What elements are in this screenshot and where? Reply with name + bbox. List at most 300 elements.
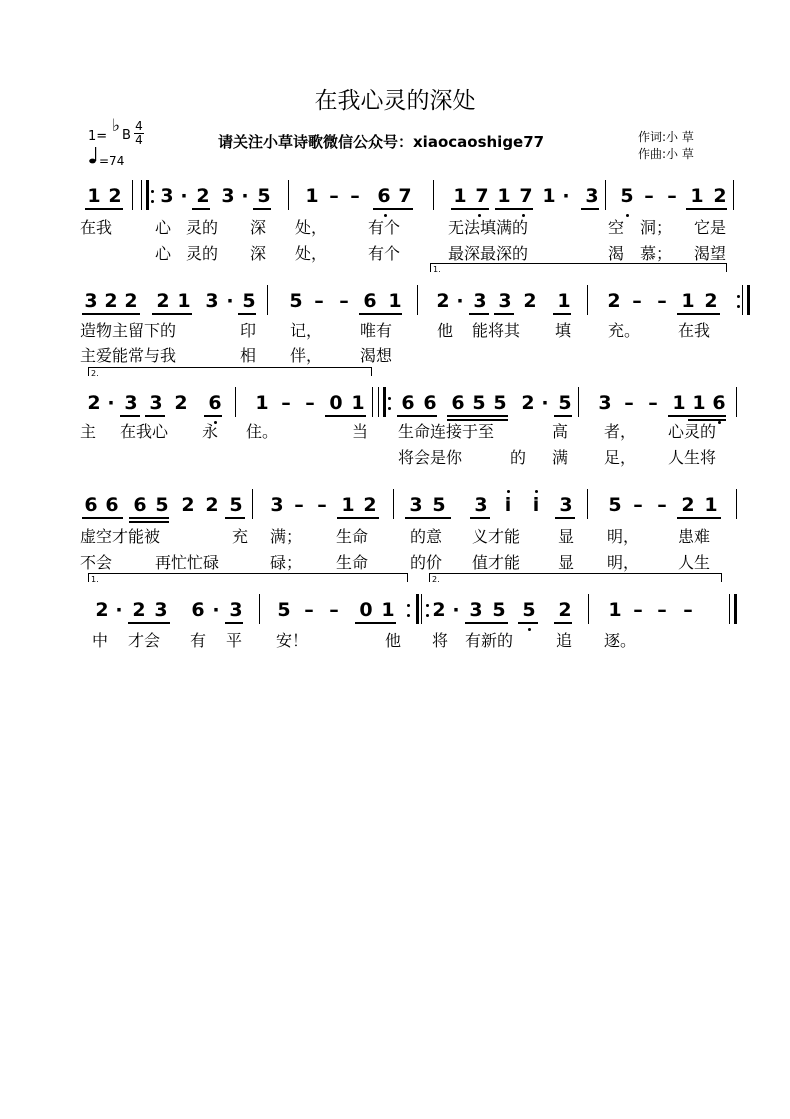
- note: 2: [124, 290, 138, 312]
- volta-bracket: [430, 263, 727, 272]
- beam-underline: [397, 415, 437, 417]
- lyric-word: 永: [202, 422, 219, 441]
- lyric-word: 虚空才能被: [80, 527, 161, 546]
- lyric-word: 显: [558, 553, 575, 572]
- lyric-word: 心: [155, 218, 172, 237]
- lyric-word: 生命连接于至: [398, 422, 495, 441]
- note: 5: [432, 494, 446, 516]
- note: –: [633, 494, 643, 516]
- beam-underline: [85, 208, 123, 210]
- note: 6: [377, 185, 391, 207]
- note: –: [632, 290, 642, 312]
- lyric-word: 深: [250, 218, 267, 237]
- volta-number: 2.: [91, 369, 99, 378]
- note: 3: [474, 494, 488, 516]
- lyric-line: [80, 419, 740, 441]
- note: 2: [432, 599, 446, 621]
- barline: [733, 180, 734, 210]
- note: 3: [498, 290, 512, 312]
- note: –: [624, 392, 634, 414]
- note: –: [314, 290, 324, 312]
- beam-underline: [82, 313, 140, 315]
- lyric-word: 深: [250, 244, 267, 263]
- barline: [421, 594, 422, 624]
- note: 1: [351, 392, 365, 414]
- lyric-word: 处，: [295, 218, 328, 237]
- note: 1: [388, 290, 402, 312]
- repeat-dot: [737, 305, 740, 308]
- note: 7: [475, 185, 489, 207]
- lyric-line: [80, 550, 740, 572]
- volta-bracket: [429, 573, 722, 582]
- beam-underline: [337, 517, 379, 519]
- barline: [141, 180, 142, 210]
- lyric-word: 当: [352, 422, 369, 441]
- note: 2: [87, 392, 101, 414]
- lyric-word: 的: [510, 448, 527, 467]
- lyric-line: [80, 445, 740, 467]
- lyric-word: 渴: [608, 244, 625, 263]
- note: 3: [205, 290, 219, 312]
- note: 3: [473, 290, 487, 312]
- lyric-word: 生命: [336, 527, 369, 546]
- barline: [235, 387, 236, 417]
- lyric-line: [80, 628, 740, 650]
- note: 2: [523, 290, 537, 312]
- lyric-word: 明，: [607, 553, 640, 572]
- beam-underline: [554, 622, 572, 624]
- lyric-word: 义才能: [472, 527, 521, 546]
- lyric-word: 能将其: [472, 321, 521, 340]
- note: 1: [453, 185, 467, 207]
- beam-underline: [373, 208, 413, 210]
- lyric-word: 生命: [336, 553, 369, 572]
- lyric-word: 住。: [246, 422, 279, 441]
- note: ·: [456, 290, 464, 312]
- note: 2: [174, 392, 188, 414]
- lyric-word: 相: [240, 346, 257, 365]
- note: 7: [398, 185, 412, 207]
- note: –: [657, 599, 667, 621]
- lyric-word: 处，: [295, 244, 328, 263]
- lyric-word: 追: [556, 631, 573, 650]
- music-line: [80, 369, 740, 417]
- octave-dot-above: [507, 490, 510, 493]
- lyric-word: 慕；: [640, 244, 673, 263]
- note: 5: [558, 392, 572, 414]
- beam-underline: [668, 415, 726, 417]
- barline: [433, 180, 434, 210]
- beam-underline: [359, 313, 402, 315]
- note: 2: [607, 290, 621, 312]
- beam-underline: [82, 517, 123, 519]
- barline: [417, 285, 418, 315]
- note: –: [350, 185, 360, 207]
- lyric-word: 平: [226, 631, 243, 650]
- barline: [267, 285, 268, 315]
- note: 3: [160, 185, 174, 207]
- note: –: [317, 494, 327, 516]
- lyric-word: 安！: [276, 631, 309, 650]
- note: 6: [84, 494, 98, 516]
- beam-underline: [518, 622, 538, 624]
- note: 5: [492, 599, 506, 621]
- beam-underline: [225, 622, 243, 624]
- lyric-word: 在我: [678, 321, 711, 340]
- lyric-line: [80, 524, 740, 546]
- note: 1: [704, 494, 718, 516]
- note: 6: [133, 494, 147, 516]
- repeat-dot: [388, 397, 391, 400]
- subtitle: 请关注小草诗歌微信公众号：xiaocaoshige77: [218, 133, 545, 151]
- note: 6: [712, 392, 726, 414]
- beam-underline: [325, 415, 366, 417]
- lyricist-credit: 作词:小 草: [638, 130, 694, 144]
- barline: [729, 594, 730, 624]
- lyric-word: 逐。: [604, 631, 637, 650]
- lyric-word: 渴想: [360, 346, 393, 365]
- note: 2: [713, 185, 727, 207]
- barline: [588, 594, 589, 624]
- note: 2: [205, 494, 219, 516]
- lyric-word: 他: [385, 631, 402, 650]
- repeat-dot: [407, 614, 410, 617]
- beam-underline: [192, 208, 210, 210]
- note: –: [281, 392, 291, 414]
- beam-underline: [677, 517, 721, 519]
- note: 5: [257, 185, 271, 207]
- note: –: [657, 290, 667, 312]
- note: 2: [436, 290, 450, 312]
- beam-underline: [152, 313, 192, 315]
- beam-underline: [451, 208, 489, 210]
- lyric-word: 洞；: [640, 218, 673, 237]
- volta-number: 2.: [432, 575, 440, 584]
- note: –: [294, 494, 304, 516]
- lyric-word: 患难: [678, 527, 711, 546]
- lyric-word: 最深最深的: [448, 244, 529, 263]
- lyric-word: 在我心: [120, 422, 169, 441]
- thick-barline: [734, 594, 737, 624]
- beam-underline: [554, 415, 572, 417]
- note: 1: [87, 185, 101, 207]
- note: 6: [363, 290, 377, 312]
- note: 3: [221, 185, 235, 207]
- repeat-dot: [426, 604, 429, 607]
- volta-bracket: [88, 367, 372, 376]
- note: 3: [559, 494, 573, 516]
- lyric-word: 高: [552, 422, 569, 441]
- note: 3: [84, 290, 98, 312]
- note: 6: [401, 392, 415, 414]
- note: 1: [672, 392, 686, 414]
- lyric-word: 灵的: [186, 244, 219, 263]
- lyric-word: 有个: [368, 218, 401, 237]
- lyric-word: 有个: [368, 244, 401, 263]
- beam-underline: [470, 517, 490, 519]
- lyric-word: 再忙忙碌: [155, 553, 220, 572]
- lyric-word: 填: [555, 321, 572, 340]
- beam-underline: [494, 313, 514, 315]
- lyric-word: 人生: [678, 553, 711, 572]
- beam-underline: [686, 208, 727, 210]
- beam-underline: [355, 622, 396, 624]
- lyric-word: 碌；: [270, 553, 303, 572]
- note: 2: [196, 185, 210, 207]
- note: 2: [108, 185, 122, 207]
- note: ·: [115, 599, 123, 621]
- note: i: [504, 494, 512, 516]
- barline: [605, 180, 606, 210]
- lyric-line: [80, 215, 740, 237]
- lyric-word: 才会: [128, 631, 161, 650]
- note: 3: [229, 599, 243, 621]
- note: –: [644, 185, 654, 207]
- note: 2: [363, 494, 377, 516]
- repeat-dot: [151, 190, 154, 193]
- barline: [736, 489, 737, 519]
- repeat-dot: [388, 407, 391, 410]
- lyric-word: 值才能: [472, 553, 521, 572]
- note: 2: [681, 494, 695, 516]
- barline: [587, 489, 588, 519]
- note: 5: [277, 599, 291, 621]
- beam-underline: [405, 517, 451, 519]
- barline: [736, 387, 737, 417]
- music-line: [80, 265, 740, 315]
- beam-underline: [677, 313, 720, 315]
- beam-underline: [225, 517, 245, 519]
- note: –: [648, 392, 658, 414]
- barline: [372, 387, 373, 417]
- note: 1: [341, 494, 355, 516]
- note: 0: [329, 392, 343, 414]
- tempo-marking: =74: [99, 154, 125, 168]
- note: 6: [451, 392, 465, 414]
- note: 6: [208, 392, 222, 414]
- note: 2: [104, 290, 118, 312]
- time-signature: [134, 120, 144, 147]
- lyric-word: 灵的: [186, 218, 219, 237]
- note: 1: [681, 290, 695, 312]
- barline: [393, 489, 394, 519]
- beam-underline: [129, 521, 169, 523]
- note: 5: [472, 392, 486, 414]
- barline: [378, 387, 379, 417]
- note: ·: [241, 185, 249, 207]
- note: ·: [452, 599, 460, 621]
- lyric-word: 将: [432, 631, 449, 650]
- lyric-line: [80, 241, 740, 263]
- note: –: [657, 494, 667, 516]
- thick-barline: [383, 387, 386, 417]
- beam-underline: [495, 208, 533, 210]
- beam-underline: [128, 622, 170, 624]
- lyric-word: 唯有: [360, 321, 393, 340]
- lyric-word: 他: [437, 321, 454, 340]
- note: ·: [226, 290, 234, 312]
- repeat-dot: [426, 614, 429, 617]
- lyric-word: 中: [92, 631, 109, 650]
- lyric-word: 心: [155, 244, 172, 263]
- quarter-note-icon: [89, 146, 97, 164]
- lyric-word: 充: [232, 527, 249, 546]
- barline: [288, 180, 289, 210]
- note: 1: [690, 185, 704, 207]
- beam-underline: [129, 517, 169, 519]
- beam-underline: [469, 313, 489, 315]
- lyric-word: 心灵的: [668, 422, 717, 441]
- barline: [132, 180, 133, 210]
- note: 1: [305, 185, 319, 207]
- repeat-dot: [151, 200, 154, 203]
- note: 2: [132, 599, 146, 621]
- note: 5: [289, 290, 303, 312]
- note: 3: [585, 185, 599, 207]
- note: 1: [497, 185, 511, 207]
- thick-barline: [416, 594, 419, 624]
- beam-underline: [555, 517, 575, 519]
- note: 1: [692, 392, 706, 414]
- note: –: [683, 599, 693, 621]
- beam-underline: [581, 208, 599, 210]
- note: 3: [149, 392, 163, 414]
- lyric-word: 主: [80, 422, 97, 441]
- note: 5: [620, 185, 634, 207]
- lyric-word: 者，: [604, 422, 637, 441]
- lyric-word: 满: [552, 448, 569, 467]
- volta-number: 1.: [91, 575, 99, 584]
- octave-dot-above: [535, 490, 538, 493]
- song-title: 在我心灵的深处: [314, 88, 476, 114]
- barline: [259, 594, 260, 624]
- lyric-word: 满；: [270, 527, 303, 546]
- music-line: [80, 575, 740, 624]
- note: 5: [522, 599, 536, 621]
- note: 2: [704, 290, 718, 312]
- note: i: [532, 494, 540, 516]
- music-line: [80, 487, 740, 519]
- key-signature-prefix: 1=: [88, 129, 108, 144]
- note: 3: [124, 392, 138, 414]
- lyric-word: 印: [240, 321, 257, 340]
- time-signature-bottom: 4: [135, 133, 143, 147]
- lyric-word: 记，: [290, 321, 323, 340]
- thick-barline: [747, 285, 750, 315]
- composer-credit: 作曲:小 草: [638, 147, 694, 161]
- lyric-word: 主爱能常与我: [80, 346, 177, 365]
- note: –: [329, 185, 339, 207]
- note: 3: [154, 599, 168, 621]
- note: ·: [180, 185, 188, 207]
- lyric-word: 造物主留下的: [80, 321, 177, 340]
- beam-underline: [447, 415, 508, 417]
- lyric-line: [80, 318, 740, 340]
- note: 5: [155, 494, 169, 516]
- lyric-word: 显: [558, 527, 575, 546]
- note: 1: [177, 290, 191, 312]
- beam-underline: [120, 415, 140, 417]
- note: –: [633, 599, 643, 621]
- thick-barline: [146, 180, 149, 210]
- lyric-word: 将会是你: [398, 448, 463, 467]
- note: 7: [519, 185, 533, 207]
- lyric-word: 渴望: [694, 244, 727, 263]
- note: 1: [557, 290, 571, 312]
- note: 2: [95, 599, 109, 621]
- barline: [742, 285, 743, 315]
- beam-underline: [204, 415, 222, 417]
- lyric-word: 充。: [608, 321, 641, 340]
- time-signature-top: 4: [135, 119, 143, 133]
- lyric-word: 的价: [410, 553, 443, 572]
- flat-icon: ♭: [112, 116, 121, 136]
- volta-number: 1.: [433, 265, 441, 274]
- barline: [578, 387, 579, 417]
- note: 1: [542, 185, 556, 207]
- repeat-dot: [737, 295, 740, 298]
- note: 3: [469, 599, 483, 621]
- lyric-word: 的意: [410, 527, 443, 546]
- note: 5: [493, 392, 507, 414]
- beam-underline: [465, 622, 508, 624]
- lyric-word: 在我: [80, 218, 113, 237]
- note: –: [667, 185, 677, 207]
- note: 1: [608, 599, 622, 621]
- lyric-word: 空: [608, 218, 625, 237]
- lyric-word: 足，: [604, 448, 637, 467]
- note: –: [329, 599, 339, 621]
- lyric-word: 明，: [607, 527, 640, 546]
- note: 5: [229, 494, 243, 516]
- note: 6: [423, 392, 437, 414]
- barline: [587, 285, 588, 315]
- note: 3: [270, 494, 284, 516]
- note: 1: [255, 392, 269, 414]
- note: 0: [359, 599, 373, 621]
- note: –: [305, 392, 315, 414]
- note: 1: [381, 599, 395, 621]
- key-letter: B: [122, 128, 131, 143]
- note: ·: [107, 392, 115, 414]
- repeat-dot: [407, 604, 410, 607]
- note: 5: [608, 494, 622, 516]
- beam-underline: [553, 313, 571, 315]
- lyric-word: 人生将: [668, 448, 717, 467]
- lyric-word: 有新的: [465, 631, 514, 650]
- note: ·: [212, 599, 220, 621]
- lyric-word: 不会: [80, 553, 113, 572]
- note: 6: [191, 599, 205, 621]
- beam-underline: [145, 415, 165, 417]
- note: 6: [105, 494, 119, 516]
- note: ·: [541, 392, 549, 414]
- music-line: [80, 178, 740, 210]
- note: 3: [598, 392, 612, 414]
- note: 2: [156, 290, 170, 312]
- note: 3: [409, 494, 423, 516]
- volta-bracket: [88, 573, 408, 582]
- lyric-word: 无法填满的: [448, 218, 529, 237]
- note: 2: [558, 599, 572, 621]
- lyric-word: 伴，: [290, 346, 323, 365]
- note: ·: [562, 185, 570, 207]
- lyric-word: 它是: [694, 218, 727, 237]
- beam-underline: [238, 313, 256, 315]
- beam-underline: [253, 208, 271, 210]
- barline: [252, 489, 253, 519]
- note: 2: [521, 392, 535, 414]
